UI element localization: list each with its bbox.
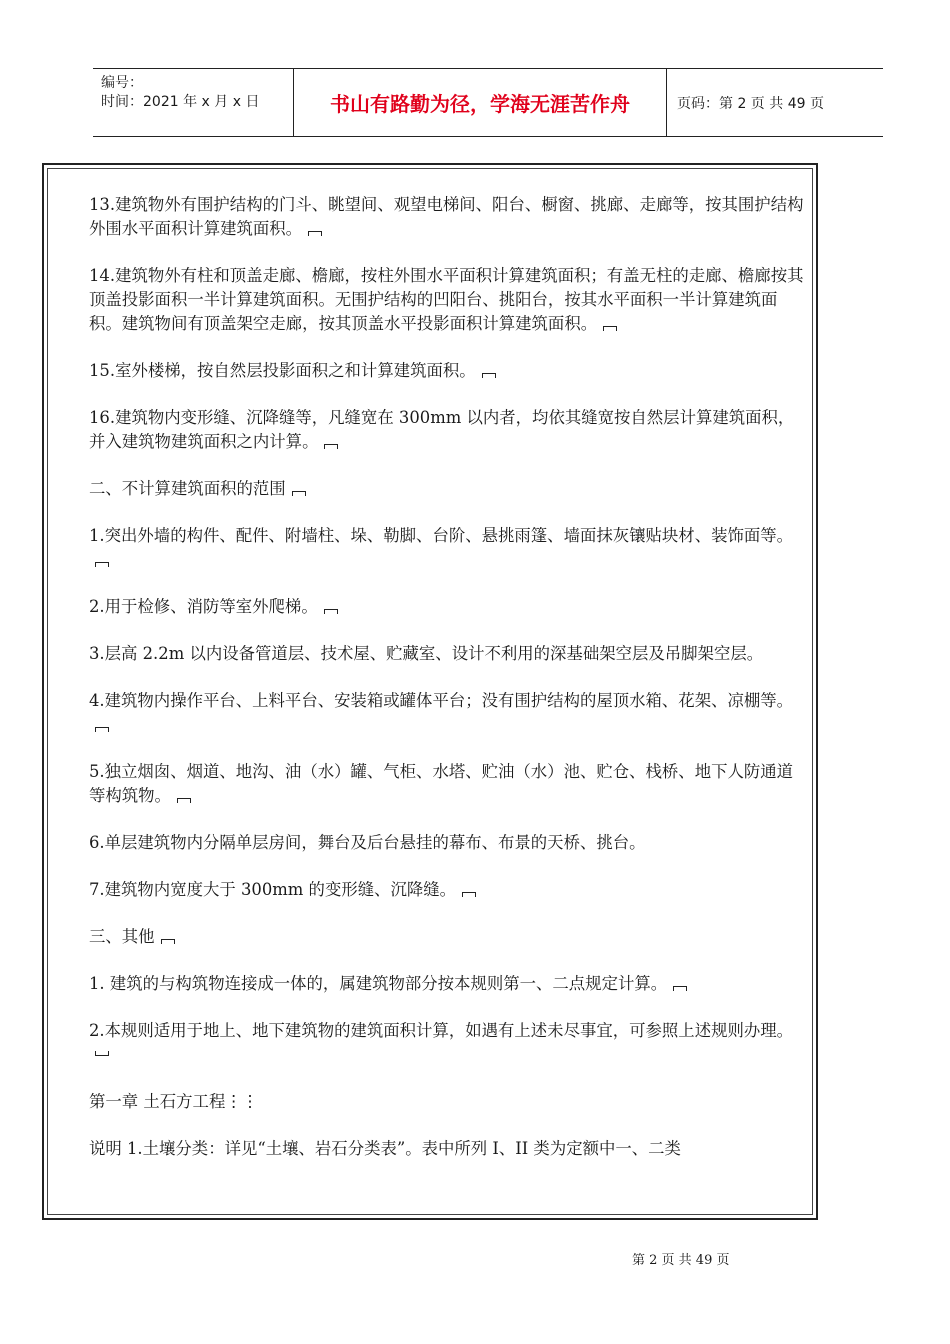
time-label: 时间：2021 年 x 月 x 日 — [101, 94, 260, 110]
paragraph: 2.用于检修、消防等室外爬梯。 — [89, 595, 809, 619]
return-mark-icon — [177, 798, 191, 803]
paragraph: 说明 1.土壤分类：详见“土壤、岩石分类表”。表中所列 I、II 类为定额中一、二类 — [89, 1139, 681, 1158]
paragraph: 1.突出外墙的构件、配件、附墙柱、垛、勒脚、台阶、悬挑雨篷、墙面抹灰镶贴块材、装饰面等。 — [89, 524, 809, 572]
content-box — [42, 163, 818, 1220]
header-left-cell — [93, 69, 294, 136]
content-body — [89, 193, 809, 1184]
return-mark-icon — [95, 727, 109, 732]
return-mark-icon — [482, 373, 496, 378]
return-mark-icon — [308, 231, 322, 236]
paragraph: 7.建筑物内宽度大于 300mm 的变形缝、沉降缝。 — [89, 878, 809, 902]
paragraph: 15.室外楼梯，按自然层投影面积之和计算建筑面积。 — [89, 359, 809, 383]
paragraph: 13.建筑物外有围护结构的门斗、眺望间、观望电梯间、阳台、橱窗、挑廊、走廊等，按其围护结构外围水平面积计算建筑面积。 — [89, 195, 804, 238]
return-mark-icon — [292, 491, 306, 496]
paragraph: 16.建筑物内变形缝、沉降缝等，凡缝宽在 300mm 以内者，均依其缝宽按自然层计算建筑面积，并入建筑物建筑面积之内计算。 — [89, 408, 795, 451]
return-mark-icon — [673, 986, 687, 991]
return-mark-icon — [462, 892, 476, 897]
return-mark-icon — [95, 1051, 109, 1056]
paragraph: 14.建筑物外有柱和顶盖走廊、檐廊，按柱外围水平面积计算建筑面积；有盖无柱的走廊、檐廊按其顶盖投影面积一半计算建筑面积。无围护结构的凹阳台、挑阳台，按其水平面积一半计算建筑面积。建筑物间有顶盖架空走廊，按其顶盖水平投影面积计算建筑面积。 — [89, 266, 804, 333]
motto: 书山有路勤为径，学海无涯苦作舟 — [330, 92, 630, 116]
header-table — [93, 68, 883, 137]
return-mark-icon — [324, 444, 338, 449]
section-heading: 二、不计算建筑面积的范围 — [89, 477, 809, 501]
header-center-cell — [294, 69, 667, 136]
header-right-cell — [667, 69, 883, 136]
paragraph: 2.本规则适用于地上、地下建筑物的建筑面积计算，如遇有上述未尽事宜，可参照上述规则办理。 — [89, 1019, 809, 1067]
number-label: 编号： — [101, 75, 143, 91]
paragraph: 6.单层建筑物内分隔单层房间，舞台及后台悬挂的幕布、布景的天桥、挑台。 — [89, 833, 646, 852]
paragraph: 5.独立烟囱、烟道、地沟、油（水）罐、气柜、水塔、贮油（水）池、贮仓、栈桥、地下人防通道等构筑物。 — [89, 762, 794, 805]
return-mark-icon — [324, 609, 338, 614]
paragraph: 4.建筑物内操作平台、上料平台、安装箱或罐体平台；没有围护结构的屋顶水箱、花架、凉棚等。 — [89, 689, 809, 737]
return-mark-icon — [603, 326, 617, 331]
paragraph: 1. 建筑的与构筑物连接成一体的，属建筑物部分按本规则第一、二点规定计算。 — [89, 972, 809, 996]
section-heading: 三、其他 — [89, 925, 809, 949]
return-mark-icon — [161, 939, 175, 944]
page-label: 页码：第 2 页 共 49 页 — [677, 95, 824, 112]
page-footer: 第 2 页 共 49 页 — [632, 1253, 730, 1268]
return-mark-icon — [95, 562, 109, 567]
paragraph: 3.层高 2.2m 以内设备管道层、技术屋、贮藏室、设计不利用的深基础架空层及吊脚架空层。 — [89, 644, 764, 663]
chapter-heading: 第一章 土石方工程⋮⋮ — [89, 1092, 259, 1111]
